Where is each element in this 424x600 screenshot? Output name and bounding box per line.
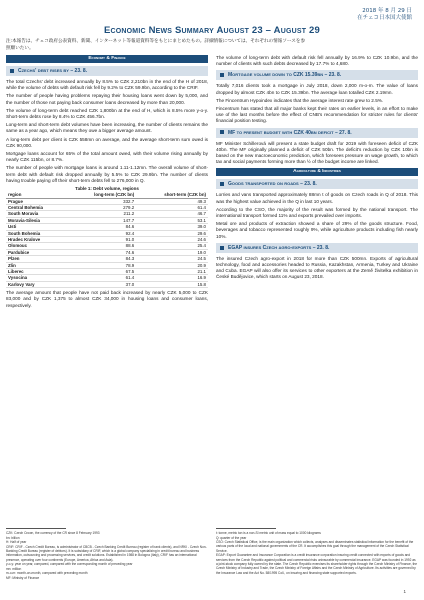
right-column: [216, 55, 418, 283]
region-cell: Zlin: [6, 262, 67, 268]
region-cell: Moravia-Silesia: [6, 217, 67, 223]
region-cell: South Bohemia: [6, 230, 67, 236]
value-cell: 332.7: [67, 198, 136, 204]
paragraph: MF Minister Schillerová will present a state budget draft for 2019 with foreseen deficit of CZK 40bn. The MF originally planned a deficit of CZK 50bn. The deficit's reduction by CZK 10bn is based on the new macroeconomic prediction, which foresees pressure on wage growth, to which tax and social payments forming more than ½ of the budget income are linked.: [216, 140, 418, 165]
value-cell: 49.3: [136, 198, 208, 204]
footnote: H: Half of year: [6, 540, 27, 545]
value-cell: 15.8: [136, 281, 208, 287]
table-header: long-term (CZK bn): [67, 192, 136, 198]
paragraph: Fincentrum has stated that all major banks kept their rates on earlier levels, in an effort to make use of the last months before the effect of CNB's recommendation for stricter rules for clients' financial position testing.: [216, 106, 418, 124]
paragraph: The volume of long-term debt with default risk fell annually by 16.9% to CZK 10.9bn, and the number of clients with such debts decreased by 17.7% to 4,680.: [216, 55, 418, 67]
footnotes-left: [6, 531, 208, 581]
value-cell: 84.6: [67, 224, 136, 230]
square-bullet-icon: [220, 130, 224, 134]
square-bullet-icon: [220, 73, 224, 77]
footnote: m-o-m: month-on-month, compared with preceding month: [6, 571, 88, 576]
square-bullet-icon: [220, 246, 224, 250]
value-cell: 25.4: [136, 243, 208, 249]
footnote: bn: billion: [6, 535, 20, 540]
footnote: CSO: Czech Statistical Office, is the main organization which collects, analyses and disseminates statistical information for the benefit of the various parts of the local and national governments of the CR. It accomplishes this goal through the management of the Czech Statistical Service.: [216, 540, 414, 553]
value-cell: 91.0: [67, 236, 136, 242]
value-cell: 19.0: [136, 249, 208, 255]
value-cell: 24.5: [136, 256, 208, 262]
section-heading-text: Czechs' debt rises by – 23. 8.: [18, 68, 88, 74]
page-number: 1: [403, 589, 406, 594]
table-title: Table 1: Debt volume, regions: [75, 186, 139, 192]
paragraph: The number of people having problems repaying their housing loans went down by 5,000, and the number of those not paying back consumer loans decreased by more than 20,000.: [6, 93, 208, 105]
value-cell: 211.2: [67, 211, 136, 217]
paragraph: Totally 7,016 clients took a mortgage in July 2018, down 2,000 m-o-m. The value of loans dropped by almost CZK 4bn to CZK 15.39bn. The average loan totalled CZK 2.19mn.: [216, 83, 418, 95]
region-cell: Karlovy Vary: [6, 281, 67, 287]
paragraph: According to the CSO, the majority of the result was formed by the national transport. The international transport formed 11% and exports prevailed over imports.: [216, 206, 418, 219]
footnote: MF: Ministry of Finance: [6, 576, 40, 581]
section-heading-text: EGAP insures Czech agro-exports – 23. 8.: [228, 244, 330, 251]
paragraph: A long-term debt per client is CZK 558mn on average, and the average short-term sum owed is CZK 90,000.: [6, 136, 208, 148]
section-heading: [216, 70, 418, 80]
paragraph: Long-term and short-term debt volumes have been increasing, the number of clients remains the same as a year ago, which means they owe a bigger average amount.: [6, 122, 208, 134]
footnote: Q: quarter of the year: [216, 535, 247, 540]
paragraph: The average amount that people have not paid back increased by nearly CZK 5,000 to CZK 83,000 and by CZK 1,375 to almost CZK 34,000 in housing loans and consumer loans, respectively.: [6, 290, 208, 308]
section-heading: [216, 179, 418, 189]
band-economy-finance: Economy & Finance: [6, 55, 208, 63]
region-cell: Plzen: [6, 256, 67, 262]
debt-volume-table: [6, 192, 208, 288]
table-row: [6, 281, 208, 287]
value-cell: 61.4: [136, 204, 208, 210]
footnote: t: tonne, metric ton is a non-SI metric unit of mass equal to 1000 kilograms: [216, 531, 321, 535]
region-cell: Liberec: [6, 269, 67, 275]
region-cell: Olomouc: [6, 243, 67, 249]
square-bullet-icon: [10, 69, 14, 73]
value-cell: 88.6: [67, 243, 136, 249]
section-heading: [216, 128, 418, 138]
footnote: CRIF: CRIF - Czech Credit Bureau, is administrator of CBCB - Czech Banking Credit Bureau (register of bank clients), and NRKI - Czech Non-Banking Credit Bureau (register of debtors). It is subsidiary of CRIF, which is a global company specializing in credit bureau and business information, outsourcing and processing services, and credit solutions. Established in 1988 in Bologna (Italy), CRIF has an international presence, operating over four continents (Europe, America, Africa and Asia).: [6, 544, 207, 562]
value-cell: 92.4: [67, 230, 136, 236]
value-cell: 37.0: [67, 281, 136, 287]
value-cell: 21.1: [136, 269, 208, 275]
value-cell: 20.9: [136, 262, 208, 268]
value-cell: 61.4: [67, 275, 136, 281]
value-cell: 78.9: [67, 262, 136, 268]
region-cell: Prague: [6, 198, 67, 204]
value-cell: 67.5: [67, 269, 136, 275]
region-cell: Usti: [6, 224, 67, 230]
region-cell: Central Bohemia: [6, 204, 67, 210]
section-heading-text: Mortgage volume down to CZK 15.39bn – 23. 8.: [228, 72, 342, 79]
band-agriculture-industries: Agriculture & Industries: [216, 168, 418, 176]
footnote-rule: [6, 528, 66, 529]
report-header: [357, 8, 412, 22]
page-title: Economic News Summary August 23 – August 29: [103, 25, 321, 36]
paragraph: Lorries and vans transported approximately 88mn t of goods on Czech roads in Q of 2018. This was the highest value achieved in the Q in last 10 years.: [216, 192, 418, 204]
paragraph: Metal ore and products of extraction showed a share of 29% of the goods structure. Food, beverages and tobacco represented roughly 9%, while agriculture products including fish nearly 10%.: [216, 221, 418, 239]
value-cell: 46.7: [136, 211, 208, 217]
embassy-name: 在チェコ日本国大使館: [357, 15, 412, 21]
region-cell: Hradec Kralove: [6, 236, 67, 242]
intro-note: 注:本報告は、チェコ政府公表資料、新聞、インターネット等報道資料等をもとにまとめたもの。詳細情報については、それぞれの情報ソースを参照願いたい。: [6, 39, 306, 51]
footnote-rule: [216, 528, 276, 529]
footnote: EGAP: Export Guarantee and Insurance Corporation is a credit insurance corporation insuring credit connected with exports of goods and services from the Czech Republic against political and commercial risks uninsurable by commercial insurance. EGAP was founded in 1992 as a joint-stock company fully owned by the state. The Czech Republic exercises its shareholder rights through the Czech Ministry of Finance, the Czech Ministry of Industry and Trade, the Czech Ministry of Foreign Affairs and the Czech Ministry of Agriculture. Its activities are governed by the Insurance Law and the Act No. 58/1995 Coll., on insuring and financing state supported exports.: [216, 553, 418, 575]
region-cell: South Moravia: [6, 211, 67, 217]
table-header: region: [6, 192, 67, 198]
footnote: mn: million: [6, 566, 22, 571]
section-heading-text: MF to present budget with CZK 40bn deficit – 27. 8.: [228, 129, 352, 136]
paragraph: The number of people with mortgage loans is around 1.11-1.12mn. The overall volume of short-term debt with default risk dropped annually by 5.5% to CZK 29.9bn. The number of clients having trouble paying off their short-term debts fell to 276,000 in Q.: [6, 165, 208, 183]
value-cell: 16.9: [136, 275, 208, 281]
value-cell: 279.2: [67, 204, 136, 210]
report-date: 2018 年 8 月 29 日: [362, 8, 412, 14]
section-heading-text: Goods transported on roads – 23. 8.: [228, 181, 317, 188]
section-heading: [216, 243, 418, 253]
footnote: CZK: Czech Crown, the currency of the CR since 8 February 1993: [6, 531, 100, 535]
table-header: short-term (CZK bn): [136, 192, 208, 198]
paragraph: The Fincentrum Hypoindex indicates that the average interest rate grew to 2.5%.: [216, 97, 384, 103]
paragraph: Mortgage loans account for 65% of the total amount owed, with their volume rising annually by nearly CZK 115bn, or 8.7%.: [6, 151, 208, 163]
paragraph: The volume of long-term debt reached CZK 1,800bn at the end of H, which is 8.5% more y-o-y. Short-term debts rose by 8.4% to CZK 456.7bn.: [6, 107, 208, 120]
value-cell: 84.3: [67, 256, 136, 262]
value-cell: 53.1: [136, 217, 208, 223]
value-cell: 147.7: [67, 217, 136, 223]
footnote: y-o-y: year on year, compared, compared with the corresponding month of preceding year: [6, 562, 133, 567]
value-cell: 24.6: [136, 236, 208, 242]
paragraph: The insured Czech agro-export in 2018 for more than CZK 500mn. Exports of agricultural technology, food and accessories headed to Russia, Kazakhstan, Armenia, Turkey and Ukraine and Cuba. EGAP will also offer its services to other exporters at the Země živitelka exhibition in České Budějovice, which starts on August 23, 2018.: [216, 255, 418, 280]
square-bullet-icon: [220, 182, 224, 186]
value-cell: 39.0: [136, 224, 208, 230]
section-heading: [6, 66, 208, 76]
footnotes-right: [216, 531, 418, 575]
value-cell: 29.6: [136, 230, 208, 236]
value-cell: 74.6: [67, 249, 136, 255]
region-cell: Vysocina: [6, 275, 67, 281]
region-cell: Pardubice: [6, 249, 67, 255]
left-column: [6, 55, 208, 311]
paragraph: The total Czechs' debt increased annually by 8.5% to CZK 2,210bn in the end of the H of 2018, while the volume of debts with default risk fell by 9.2% to CZK 59.9bn, according to the CRIF.: [6, 79, 208, 91]
